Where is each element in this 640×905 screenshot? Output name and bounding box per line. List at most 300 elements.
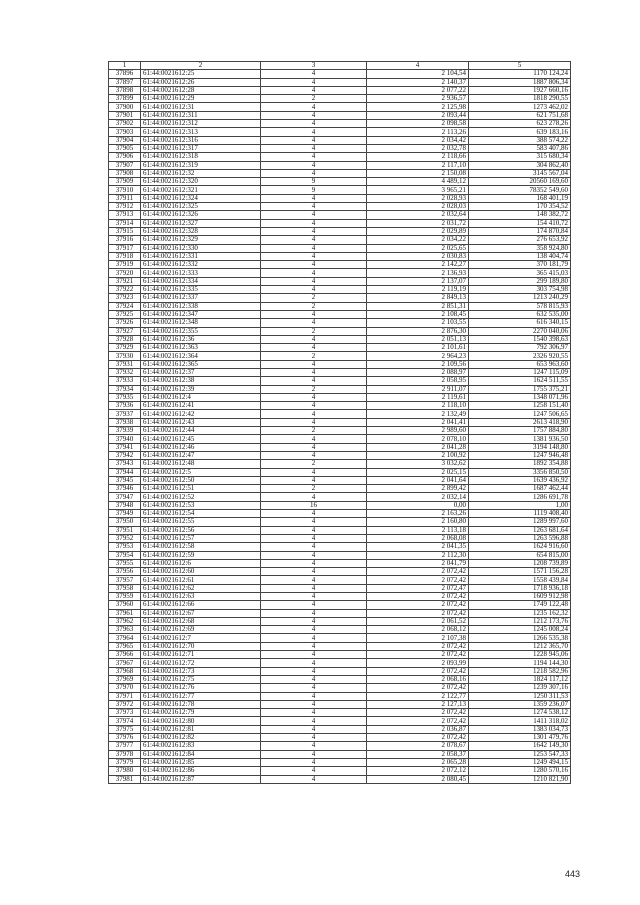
unit-value-cell: 2 077,22 <box>367 86 469 94</box>
table-row <box>109 70 571 78</box>
table-row <box>109 518 571 526</box>
group-code-cell: 4 <box>261 111 367 119</box>
row-number-cell: 37924 <box>109 302 141 310</box>
table-row <box>109 261 571 269</box>
group-code-cell: 4 <box>261 244 367 252</box>
unit-value-cell: 2 112,30 <box>367 551 469 559</box>
table-row <box>109 269 571 277</box>
row-number-cell: 37937 <box>109 410 141 418</box>
cadastral-value-cell: 1213 240,29 <box>469 294 571 302</box>
cadastral-value-cell: 304 862,40 <box>469 161 571 169</box>
cadastral-value-cell: 1286 691,78 <box>469 493 571 501</box>
unit-value-cell: 2 072,42 <box>367 709 469 717</box>
group-code-cell: 4 <box>261 86 367 94</box>
unit-value-cell: 2 072,42 <box>367 576 469 584</box>
group-code-cell: 4 <box>261 78 367 86</box>
cadastral-value-cell: 621 751,68 <box>469 111 571 119</box>
cadastral-value-cell: 1274 538,12 <box>469 709 571 717</box>
table-row <box>109 344 571 352</box>
row-number-cell: 37961 <box>109 609 141 617</box>
cadastral-number-cell: 61:44:0021612:70 <box>141 642 261 650</box>
unit-value-cell: 2 034,42 <box>367 136 469 144</box>
unit-value-cell: 2 068,16 <box>367 675 469 683</box>
table-row <box>109 219 571 227</box>
cadastral-value-cell: 276 653,92 <box>469 236 571 244</box>
row-number-cell: 37973 <box>109 709 141 717</box>
row-number-cell: 37897 <box>109 78 141 86</box>
row-number-cell: 37939 <box>109 427 141 435</box>
table-row <box>109 642 571 650</box>
unit-value-cell: 2 127,13 <box>367 700 469 708</box>
unit-value-cell: 2 136,93 <box>367 269 469 277</box>
table-row <box>109 551 571 559</box>
unit-value-cell: 2 849,13 <box>367 294 469 302</box>
cadastral-number-cell: 61:44:0021612:36 <box>141 335 261 343</box>
unit-value-cell: 2 118,66 <box>367 153 469 161</box>
group-code-cell: 4 <box>261 559 367 567</box>
table-row <box>109 327 571 335</box>
column-header-5: 5 <box>469 62 571 70</box>
table-row <box>109 103 571 111</box>
group-code-cell: 4 <box>261 617 367 625</box>
cadastral-number-cell: 61:44:0021612:363 <box>141 344 261 352</box>
unit-value-cell: 2 113,26 <box>367 128 469 136</box>
group-code-cell: 4 <box>261 568 367 576</box>
table-header <box>109 62 571 70</box>
unit-value-cell: 2 041,41 <box>367 418 469 426</box>
cadastral-value-cell: 148 382,72 <box>469 211 571 219</box>
unit-value-cell: 2 140,37 <box>367 78 469 86</box>
row-number-cell: 37936 <box>109 402 141 410</box>
unit-value-cell: 2 137,07 <box>367 277 469 285</box>
group-code-cell: 4 <box>261 103 367 111</box>
group-code-cell: 4 <box>261 684 367 692</box>
table-row <box>109 128 571 136</box>
table-row <box>109 286 571 294</box>
unit-value-cell: 2 025,15 <box>367 468 469 476</box>
row-number-cell: 37948 <box>109 501 141 509</box>
cadastral-value-cell: 1212 365,70 <box>469 642 571 650</box>
cadastral-number-cell: 61:44:0021612:58 <box>141 543 261 551</box>
row-number-cell: 37946 <box>109 485 141 493</box>
cadastral-number-cell: 61:44:0021612:48 <box>141 460 261 468</box>
cadastral-value-cell: 78352 549,60 <box>469 186 571 194</box>
group-code-cell: 4 <box>261 659 367 667</box>
cadastral-number-cell: 61:44:0021612:332 <box>141 261 261 269</box>
unit-value-cell: 2 036,87 <box>367 725 469 733</box>
table-row <box>109 451 571 459</box>
group-code-cell: 4 <box>261 277 367 285</box>
cadastral-number-cell: 61:44:0021612:85 <box>141 758 261 766</box>
row-number-cell: 37977 <box>109 742 141 750</box>
unit-value-cell: 2 104,54 <box>367 70 469 78</box>
cadastral-value-cell: 1218 582,96 <box>469 667 571 675</box>
row-number-cell: 37912 <box>109 203 141 211</box>
group-code-cell: 4 <box>261 775 367 783</box>
column-header-3: 3 <box>261 62 367 70</box>
cadastral-value-cell: 365 415,03 <box>469 269 571 277</box>
cadastral-number-cell: 61:44:0021612:333 <box>141 269 261 277</box>
unit-value-cell: 2 109,56 <box>367 360 469 368</box>
unit-value-cell: 2 107,38 <box>367 634 469 642</box>
table-row <box>109 725 571 733</box>
unit-value-cell: 2 080,45 <box>367 775 469 783</box>
group-code-cell: 2 <box>261 294 367 302</box>
cadastral-number-cell: 61:44:0021612:56 <box>141 526 261 534</box>
row-number-cell: 37900 <box>109 103 141 111</box>
group-code-cell: 4 <box>261 750 367 758</box>
cadastral-number-cell: 61:44:0021612:69 <box>141 626 261 634</box>
cadastral-value-cell: 1624 916,60 <box>469 543 571 551</box>
cadastral-number-cell: 61:44:0021612:61 <box>141 576 261 584</box>
row-number-cell: 37923 <box>109 294 141 302</box>
table-row <box>109 410 571 418</box>
cadastral-value-cell: 358 924,80 <box>469 244 571 252</box>
table-row <box>109 368 571 376</box>
row-number-cell: 37968 <box>109 667 141 675</box>
cadastral-value-cell: 578 815,93 <box>469 302 571 310</box>
unit-value-cell: 2 072,12 <box>367 767 469 775</box>
group-code-cell: 4 <box>261 435 367 443</box>
column-header-1: 1 <box>109 62 141 70</box>
cadastral-number-cell: 61:44:0021612:331 <box>141 252 261 260</box>
cadastral-number-cell: 61:44:0021612:42 <box>141 410 261 418</box>
unit-value-cell: 2 051,13 <box>367 335 469 343</box>
table-row <box>109 418 571 426</box>
row-number-cell: 37980 <box>109 767 141 775</box>
group-code-cell: 4 <box>261 468 367 476</box>
group-code-cell: 4 <box>261 675 367 683</box>
table-row <box>109 252 571 260</box>
cadastral-value-cell: 1749 122,48 <box>469 601 571 609</box>
cadastral-number-cell: 61:44:0021612:4 <box>141 393 261 401</box>
group-code-cell: 4 <box>261 692 367 700</box>
cadastral-value-cell: 1411 318,02 <box>469 717 571 725</box>
table-row <box>109 493 571 501</box>
unit-value-cell: 2 029,89 <box>367 227 469 235</box>
table-row <box>109 634 571 642</box>
table-row <box>109 609 571 617</box>
table-row <box>109 402 571 410</box>
group-code-cell: 9 <box>261 186 367 194</box>
unit-value-cell: 3 032,62 <box>367 460 469 468</box>
cadastral-number-cell: 61:44:0021612:6 <box>141 559 261 567</box>
unit-value-cell: 2 108,45 <box>367 310 469 318</box>
cadastral-number-cell: 61:44:0021612:319 <box>141 161 261 169</box>
row-number-cell: 37955 <box>109 559 141 567</box>
unit-value-cell: 2 078,67 <box>367 742 469 750</box>
row-number-cell: 37963 <box>109 626 141 634</box>
table-row <box>109 700 571 708</box>
row-number-cell: 37953 <box>109 543 141 551</box>
column-header-2: 2 <box>141 62 261 70</box>
cadastral-value-cell: 1253 547,33 <box>469 750 571 758</box>
cadastral-number-cell: 61:44:0021612:87 <box>141 775 261 783</box>
unit-value-cell: 2 160,80 <box>367 518 469 526</box>
table-row <box>109 709 571 717</box>
group-code-cell: 4 <box>261 725 367 733</box>
row-number-cell: 37898 <box>109 86 141 94</box>
group-code-cell: 4 <box>261 161 367 169</box>
cadastral-number-cell: 61:44:0021612:44 <box>141 427 261 435</box>
unit-value-cell: 2 065,28 <box>367 758 469 766</box>
cadastral-value-cell: 1558 439,84 <box>469 576 571 584</box>
cadastral-value-cell: 1247 115,09 <box>469 368 571 376</box>
row-number-cell: 37929 <box>109 344 141 352</box>
unit-value-cell: 2 911,07 <box>367 385 469 393</box>
header-row <box>109 62 571 70</box>
table-row <box>109 178 571 186</box>
cadastral-value-cell: 388 574,22 <box>469 136 571 144</box>
table-row <box>109 136 571 144</box>
unit-value-cell: 0,00 <box>367 501 469 509</box>
row-number-cell: 37901 <box>109 111 141 119</box>
group-code-cell: 4 <box>261 368 367 376</box>
cadastral-number-cell: 61:44:0021612:77 <box>141 692 261 700</box>
group-code-cell: 2 <box>261 460 367 468</box>
cadastral-number-cell: 61:44:0021612:26 <box>141 78 261 86</box>
group-code-cell: 4 <box>261 767 367 775</box>
table-row <box>109 485 571 493</box>
row-number-cell: 37940 <box>109 435 141 443</box>
table-row <box>109 169 571 177</box>
group-code-cell: 4 <box>261 211 367 219</box>
unit-value-cell: 2 078,10 <box>367 435 469 443</box>
table-row <box>109 360 571 368</box>
table-row <box>109 601 571 609</box>
cadastral-number-cell: 61:44:0021612:313 <box>141 128 261 136</box>
cadastral-number-cell: 61:44:0021612:5 <box>141 468 261 476</box>
unit-value-cell: 2 851,31 <box>367 302 469 310</box>
cadastral-value-cell: 315 680,34 <box>469 153 571 161</box>
cadastral-value-cell: 1687 462,44 <box>469 485 571 493</box>
row-number-cell: 37964 <box>109 634 141 642</box>
cadastral-number-cell: 61:44:0021612:329 <box>141 236 261 244</box>
cadastral-number-cell: 61:44:0021612:47 <box>141 451 261 459</box>
cadastral-number-cell: 61:44:0021612:50 <box>141 476 261 484</box>
group-code-cell: 4 <box>261 252 367 260</box>
unit-value-cell: 2 132,49 <box>367 410 469 418</box>
cadastral-number-cell: 61:44:0021612:335 <box>141 286 261 294</box>
cadastral-value-cell: 2613 418,90 <box>469 418 571 426</box>
cadastral-value-cell: 616 340,15 <box>469 319 571 327</box>
cadastral-number-cell: 61:44:0021612:316 <box>141 136 261 144</box>
cadastral-value-cell: 1249 494,15 <box>469 758 571 766</box>
cadastral-value-cell: 1289 997,60 <box>469 518 571 526</box>
row-number-cell: 37908 <box>109 169 141 177</box>
group-code-cell: 4 <box>261 493 367 501</box>
table-row <box>109 153 571 161</box>
group-code-cell: 4 <box>261 700 367 708</box>
group-code-cell: 4 <box>261 227 367 235</box>
cadastral-value-cell: 174 870,84 <box>469 227 571 235</box>
cadastral-number-cell: 61:44:0021612:320 <box>141 178 261 186</box>
table-row <box>109 675 571 683</box>
group-code-cell: 4 <box>261 335 367 343</box>
unit-value-cell: 2 028,03 <box>367 203 469 211</box>
cadastral-value-cell: 299 189,80 <box>469 277 571 285</box>
cadastral-number-cell: 61:44:0021612:41 <box>141 402 261 410</box>
row-number-cell: 37943 <box>109 460 141 468</box>
table-row <box>109 95 571 103</box>
row-number-cell: 37930 <box>109 352 141 360</box>
cadastral-value-cell: 1348 071,96 <box>469 393 571 401</box>
table-row <box>109 717 571 725</box>
cadastral-number-cell: 61:44:0021612:337 <box>141 294 261 302</box>
row-number-cell: 37956 <box>109 568 141 576</box>
table-row <box>109 526 571 534</box>
row-number-cell: 37949 <box>109 510 141 518</box>
row-number-cell: 37919 <box>109 261 141 269</box>
row-number-cell: 37916 <box>109 236 141 244</box>
unit-value-cell: 2 119,61 <box>367 393 469 401</box>
cadastral-value-cell: 583 407,86 <box>469 144 571 152</box>
cadastral-value-cell: 1755 375,21 <box>469 385 571 393</box>
group-code-cell: 4 <box>261 269 367 277</box>
unit-value-cell: 2 118,10 <box>367 402 469 410</box>
cadastral-number-cell: 61:44:0021612:347 <box>141 310 261 318</box>
table-row <box>109 758 571 766</box>
group-code-cell: 4 <box>261 136 367 144</box>
unit-value-cell: 2 142,27 <box>367 261 469 269</box>
cadastral-number-cell: 61:44:0021612:37 <box>141 368 261 376</box>
cadastral-value-cell: 1194 144,30 <box>469 659 571 667</box>
cadastral-number-cell: 61:44:0021612:53 <box>141 501 261 509</box>
table-row <box>109 651 571 659</box>
group-code-cell: 4 <box>261 667 367 675</box>
cadastral-number-cell: 61:44:0021612:86 <box>141 767 261 775</box>
group-code-cell: 4 <box>261 526 367 534</box>
group-code-cell: 4 <box>261 576 367 584</box>
group-code-cell: 4 <box>261 476 367 484</box>
row-number-cell: 37942 <box>109 451 141 459</box>
unit-value-cell: 2 058,37 <box>367 750 469 758</box>
row-number-cell: 37971 <box>109 692 141 700</box>
unit-value-cell: 2 032,64 <box>367 211 469 219</box>
unit-value-cell: 2 936,57 <box>367 95 469 103</box>
cadastral-value-cell: 1927 660,16 <box>469 86 571 94</box>
row-number-cell: 37913 <box>109 211 141 219</box>
row-number-cell: 37945 <box>109 476 141 484</box>
group-code-cell: 4 <box>261 717 367 725</box>
table-row <box>109 385 571 393</box>
row-number-cell: 37966 <box>109 651 141 659</box>
group-code-cell: 4 <box>261 144 367 152</box>
cadastral-value-cell: 1263 596,88 <box>469 534 571 542</box>
row-number-cell: 37931 <box>109 360 141 368</box>
group-code-cell: 4 <box>261 601 367 609</box>
cadastral-number-cell: 61:44:0021612:72 <box>141 659 261 667</box>
table-row <box>109 236 571 244</box>
cadastral-value-cell: 1609 912,98 <box>469 593 571 601</box>
row-number-cell: 37899 <box>109 95 141 103</box>
cadastral-number-cell: 61:44:0021612:311 <box>141 111 261 119</box>
table-row <box>109 227 571 235</box>
row-number-cell: 37969 <box>109 675 141 683</box>
unit-value-cell: 2 122,77 <box>367 692 469 700</box>
row-number-cell: 37975 <box>109 725 141 733</box>
cadastral-number-cell: 61:44:0021612:318 <box>141 153 261 161</box>
cadastral-number-cell: 61:44:0021612:46 <box>141 443 261 451</box>
cadastral-number-cell: 61:44:0021612:52 <box>141 493 261 501</box>
cadastral-number-cell: 61:44:0021612:334 <box>141 277 261 285</box>
cadastral-value-cell: 792 306,97 <box>469 344 571 352</box>
table-row <box>109 352 571 360</box>
page-number: 443 <box>564 869 580 879</box>
row-number-cell: 37970 <box>109 684 141 692</box>
unit-value-cell: 2 072,42 <box>367 642 469 650</box>
cadastral-number-cell: 61:44:0021612:355 <box>141 327 261 335</box>
group-code-cell: 4 <box>261 734 367 742</box>
group-code-cell: 4 <box>261 169 367 177</box>
table-row <box>109 750 571 758</box>
unit-value-cell: 2 034,22 <box>367 236 469 244</box>
group-code-cell: 4 <box>261 651 367 659</box>
group-code-cell: 4 <box>261 393 367 401</box>
column-header-4: 4 <box>367 62 469 70</box>
unit-value-cell: 2 100,92 <box>367 451 469 459</box>
cadastral-number-cell: 61:44:0021612:28 <box>141 86 261 94</box>
row-number-cell: 37904 <box>109 136 141 144</box>
group-code-cell: 4 <box>261 626 367 634</box>
cadastral-value-cell: 1824 117,12 <box>469 675 571 683</box>
unit-value-cell: 2 072,42 <box>367 609 469 617</box>
table-row <box>109 460 571 468</box>
table-row <box>109 692 571 700</box>
table-row <box>109 211 571 219</box>
unit-value-cell: 2 068,12 <box>367 626 469 634</box>
row-number-cell: 37906 <box>109 153 141 161</box>
cadastral-value-cell: 138 404,74 <box>469 252 571 260</box>
group-code-cell: 4 <box>261 451 367 459</box>
cadastral-value-cell: 1245 008,24 <box>469 626 571 634</box>
unit-value-cell: 2 072,42 <box>367 593 469 601</box>
cadastral-value-cell: 370 181,79 <box>469 261 571 269</box>
table-row <box>109 319 571 327</box>
cadastral-number-cell: 61:44:0021612:78 <box>141 700 261 708</box>
unit-value-cell: 2 150,08 <box>367 169 469 177</box>
unit-value-cell: 2 025,65 <box>367 244 469 252</box>
unit-value-cell: 2 072,42 <box>367 601 469 609</box>
table-row <box>109 734 571 742</box>
group-code-cell: 4 <box>261 418 367 426</box>
row-number-cell: 37920 <box>109 269 141 277</box>
cadastral-number-cell: 61:44:0021612:348 <box>141 319 261 327</box>
table-row <box>109 194 571 202</box>
row-number-cell: 37915 <box>109 227 141 235</box>
group-code-cell: 2 <box>261 327 367 335</box>
row-number-cell: 37896 <box>109 70 141 78</box>
row-number-cell: 37921 <box>109 277 141 285</box>
cadastral-number-cell: 61:44:0021612:32 <box>141 169 261 177</box>
cadastral-number-cell: 61:44:0021612:326 <box>141 211 261 219</box>
unit-value-cell: 3 965,21 <box>367 186 469 194</box>
cadastral-value-cell: 1887 806,34 <box>469 78 571 86</box>
cadastral-value-cell: 654 815,00 <box>469 551 571 559</box>
unit-value-cell: 2 093,44 <box>367 111 469 119</box>
table-row <box>109 476 571 484</box>
table-row <box>109 427 571 435</box>
group-code-cell: 4 <box>261 194 367 202</box>
table-row <box>109 435 571 443</box>
group-code-cell: 2 <box>261 485 367 493</box>
cadastral-value-cell: 1247 946,48 <box>469 451 571 459</box>
cadastral-value-cell: 1892 354,88 <box>469 460 571 468</box>
table-row <box>109 161 571 169</box>
table-row <box>109 302 571 310</box>
row-number-cell: 37914 <box>109 219 141 227</box>
row-number-cell: 37965 <box>109 642 141 650</box>
